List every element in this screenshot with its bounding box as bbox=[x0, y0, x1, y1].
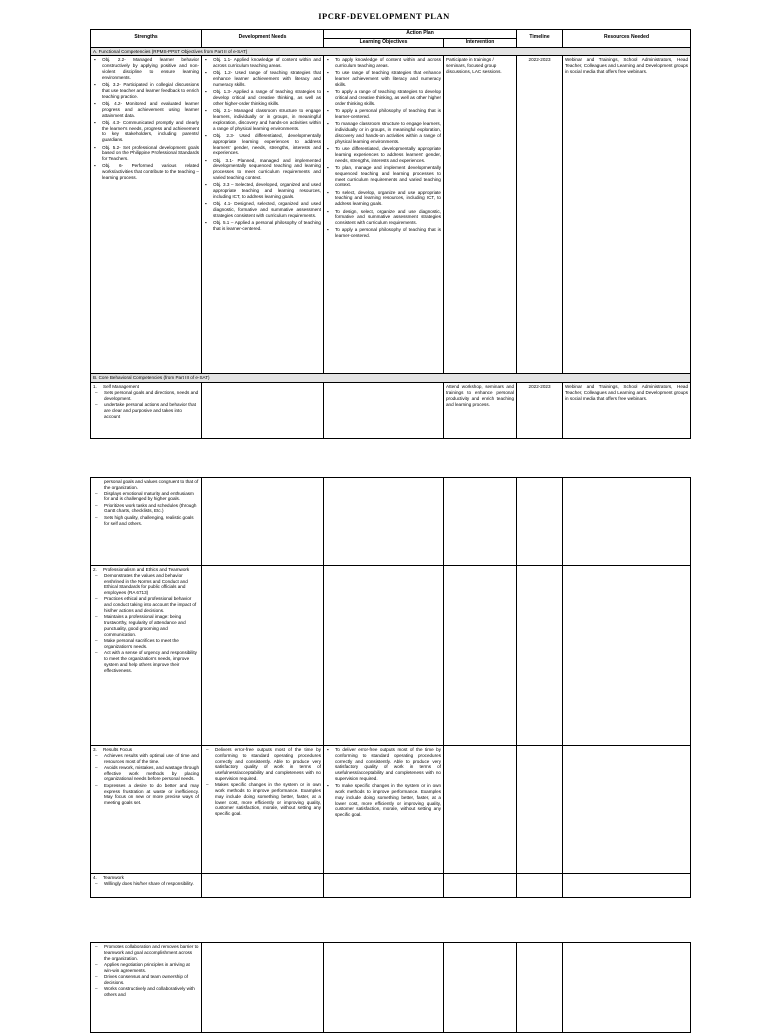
behavior-item: – Act with a sense of urgency and responsibility to meet the organization's needs, improve system and help others improve their effectiveness. bbox=[104, 650, 199, 673]
empty-cell bbox=[517, 566, 563, 746]
empty-cell bbox=[202, 478, 324, 566]
empty-cell bbox=[324, 478, 444, 566]
self-management-cell bbox=[91, 383, 202, 439]
empty-cell bbox=[202, 874, 324, 898]
behavior-item: – Willingly does his/her share of responsibility. bbox=[104, 881, 199, 887]
objective-item: ▪ To apply a range of teaching strategies to develop critical and creative thinking, as well as other higher order thinking skills. bbox=[335, 89, 441, 106]
professionalism-row bbox=[91, 566, 691, 746]
behavior-item: – Make personal sacrifices to meet the organization's needs. bbox=[104, 638, 199, 650]
teamwork-continued-row bbox=[91, 943, 691, 1033]
empty-cell bbox=[324, 383, 444, 439]
development-plan-table bbox=[90, 29, 691, 439]
objective-item: ▪ To apply a personal philosophy of teaching that is learner-centered. bbox=[335, 227, 441, 239]
empty-cell bbox=[563, 478, 691, 566]
behavior-item: – Sets personal goals and directions, needs and development. bbox=[104, 390, 199, 402]
need-item: ▪ Obj. 5.1 – Applied a personal philosophy of teaching that is learner-centered. bbox=[213, 220, 321, 232]
behavior-item: – Applies negotiation principles in arriving at win-win agreements. bbox=[104, 962, 199, 974]
empty-cell bbox=[202, 383, 324, 439]
development-needs-cell bbox=[202, 56, 324, 374]
results-needs-cell bbox=[202, 746, 324, 874]
empty-cell bbox=[563, 746, 691, 874]
behavior-item: – Expresses a desire to do better and may express frustration at waste or inefficiency. May focus on new or more precise ways of meeting goals set. bbox=[104, 783, 199, 806]
empty-cell bbox=[444, 943, 517, 1033]
objective-item: ▪ To use differentiated, developmentally appropriate learning experiences to address learners' gender, needs, strengths, interests and experiences. bbox=[335, 146, 441, 163]
need-item: – Makes specific changes in the system or in own work methods to improve performance. Examples may include doing something better, faster, at a lower cost, more efficiently or improving quality, customer satisfaction, morale, without setting any specific goal. bbox=[215, 782, 321, 817]
empty-cell bbox=[202, 943, 324, 1033]
empty-cell bbox=[563, 874, 691, 898]
empty-cell bbox=[324, 943, 444, 1033]
header-timeline: Timeline bbox=[517, 30, 563, 48]
empty-cell bbox=[517, 943, 563, 1033]
empty-cell bbox=[444, 566, 517, 746]
objective-item: ▪ To deliver error-free outputs most of the time by conforming to standard operating procedures correctly and consistently. Able to produce very satisfactory quality of work in terms of usefulness/acceptability and completeness with no supervision required. bbox=[335, 747, 441, 782]
header-row-1 bbox=[91, 30, 691, 39]
item-number: 3. bbox=[93, 747, 97, 752]
objective-item: ▪ To manage classroom structure to engage learners, individually or in groups, in meaningful exploration, discovery and hands-on activities within a range of physical learning environments. bbox=[335, 121, 441, 144]
behavior-item: – Sets high quality, challenging, realistic goals for self and others. bbox=[104, 515, 199, 527]
need-item: – Delivers error-free outputs most of the time by conforming to standard operating procedures correctly and consistently. Able to produce very satisfactory quality of work in terms of usefulness/acceptability and completeness with no supervision required. bbox=[215, 747, 321, 782]
section-a-title: A. Functional Competencies (RPMS-PPST Objectives from Part II of e-SAT) bbox=[91, 47, 691, 56]
need-item: ▪ Obj. 3.3 – Selected, developed, organized and used appropriate teaching and learning resources, including ICT, to address learning goals. bbox=[213, 182, 321, 199]
strength-item: ▪ Obj. 4.3- Communicated promptly and clearly the learner's needs, progress and achievement to key stakeholders, including parents/ guardians. bbox=[102, 120, 199, 143]
need-item: ▪ Obj. 2.1- Managed classroom structure to engage learners, individually or in groups, in meaningful exploration, discovery and hands-on activities within a range of physical learning environments. bbox=[213, 108, 321, 131]
empty-cell bbox=[517, 874, 563, 898]
section-b-title: B. Core Behavioral Competencies (from Part III of e-SAT) bbox=[91, 374, 691, 383]
empty-cell bbox=[324, 874, 444, 898]
header-strengths: Strengths bbox=[91, 30, 202, 48]
resources-cell: Webinar and Trainings, School Administrators, Head Teacher, Colleagues and Learning and Development groups in social media that offers free webinars. bbox=[563, 383, 691, 439]
section-b-content-row bbox=[91, 383, 691, 439]
empty-cell bbox=[563, 566, 691, 746]
empty-cell bbox=[202, 566, 324, 746]
need-item: ▪ Obj. 1.1- Applied knowledge of content within and across curriculum teaching areas. bbox=[213, 57, 321, 69]
objective-item: ▪ To use range of teaching strategies that enhance learner achievement with literacy and numeracy skills. bbox=[335, 70, 441, 87]
objective-item: ▪ To plan, manage and implement developmentally sequenced teaching and learning processes to meet curriculum requirements and varied teaching context. bbox=[335, 165, 441, 188]
document-title: IPCRF-DEVELOPMENT PLAN bbox=[318, 11, 450, 21]
strengths-cell bbox=[91, 56, 202, 374]
empty-cell bbox=[517, 478, 563, 566]
item-number: 1. bbox=[93, 384, 97, 390]
empty-cell bbox=[517, 746, 563, 874]
need-item: ▪ Obj. 4.1- Designed, selected, organized and used diagnostic, formative and summative assessment strategies consistent with curriculum requirements. bbox=[213, 201, 321, 218]
behavior-item: – Maintains a professional image: being trustworthy, regularity of attendance and punctuality, good grooming and communication. bbox=[104, 614, 199, 637]
behavior-item: – Prioritizes work tasks and schedules (through Gantt charts, checklists, Etc.) bbox=[104, 503, 199, 515]
self-management-cell bbox=[91, 478, 202, 566]
behavior-item: – Promotes collaboration and removes barrier to teamwork and goal accomplishment across the organization. bbox=[104, 944, 199, 961]
header-resources: Resources Needed bbox=[563, 30, 691, 48]
empty-cell bbox=[324, 566, 444, 746]
header-development-needs: Development Needs bbox=[202, 30, 324, 48]
header-action-plan: Action Plan bbox=[324, 30, 517, 39]
objective-item: ▪ To apply a personal philosophy of teaching that is learner-centered. bbox=[335, 108, 441, 120]
header-learning-objectives: Learning Objectives bbox=[324, 38, 444, 47]
development-plan-table-continued bbox=[90, 477, 691, 898]
strength-item: ▪ Obj. 5.2- Set professional development goals based on the Philippine Professional Standards for Teachers. bbox=[102, 145, 199, 162]
strength-item: ▪ Obj. 4.2- Monitored and evaluated learner progress and achievement using learner attainment data. bbox=[102, 101, 199, 118]
behavior-item: – Demonstrates the values and behavior enshrined in the Norms and Conduct and Ethical Standards for public officials and employees (RA 6713) bbox=[104, 573, 199, 596]
professionalism-cell bbox=[91, 566, 202, 746]
results-focus-row bbox=[91, 746, 691, 874]
competency-title: Professionalism and Ethics and Teamwork bbox=[103, 567, 190, 572]
behavior-item: – Avoids rework, mistakes, and wastage through effective work methods by placing organizational needs before personal needs. bbox=[104, 765, 199, 782]
empty-cell bbox=[444, 478, 517, 566]
need-item: ▪ Obj. 2.3- Used differentiated, developmentally appropriate learning experiences to address learners' gender, needs, strengths, interests and experiences. bbox=[213, 133, 321, 156]
results-focus-cell bbox=[91, 746, 202, 874]
development-plan-table-continued-2 bbox=[90, 942, 691, 1033]
results-objectives-cell bbox=[324, 746, 444, 874]
competency-title: Teamwork bbox=[103, 875, 124, 880]
need-item: ▪ Obj. 1.3- Applied a range of teaching strategies to develop critical and creative thinking, as well as other higher-order thinking skills. bbox=[213, 89, 321, 106]
continued-text: personal goals and values congruent to that of the organization. bbox=[104, 479, 199, 490]
timeline-cell: 2022-2023 bbox=[517, 383, 563, 439]
timeline-cell: 2022-2023 bbox=[517, 56, 563, 374]
item-number: 4. bbox=[93, 875, 97, 880]
resources-cell: Webinar and Trainings, School Administrators, Head Teacher, Colleagues and Learning and Development groups in social media that offers free webinars. bbox=[563, 56, 691, 374]
behavior-item: – Achieves results with optimal use of time and resources most of the time. bbox=[104, 753, 199, 765]
objective-item: ▪ To design, select, organize and use diagnostic, formative and summative assessment strategies consistent with curriculum requirements. bbox=[335, 209, 441, 226]
section-a-row bbox=[91, 47, 691, 56]
item-number: 2. bbox=[93, 567, 97, 572]
section-a-content-row bbox=[91, 56, 691, 374]
need-item: ▪ Obj. 1.2- Used range of teaching strategies that enhance learner achievement with literacy and numeracy skills. bbox=[213, 70, 321, 87]
competency-title: Results Focus bbox=[103, 747, 133, 752]
section-b-row bbox=[91, 374, 691, 383]
behavior-item: – Drives consensus and team ownership of decisions. bbox=[104, 974, 199, 986]
empty-cell bbox=[444, 746, 517, 874]
teamwork-row bbox=[91, 874, 691, 898]
teamwork-cell bbox=[91, 943, 202, 1033]
strength-item: ▪ Obj. 3.2- Participated in collegial discussions that use teacher and learner feedback to enrich teaching practice. bbox=[102, 82, 199, 99]
page-1-sheet bbox=[90, 29, 690, 439]
behavior-item: – Displays emotional maturity and enthusiasm for and is challenged by higher goals. bbox=[104, 491, 199, 503]
objective-item: ▪ To make specific changes in the system or in own work methods to improve performance. Examples may include doing something better, faster, at a lower cost, more efficiently or improving quality, customer satisfaction, morale, without setting any specific goal. bbox=[335, 783, 441, 818]
behavior-item: – Practices ethical and professional behavior and conduct taking into account the impact of his/her actions and decisions. bbox=[104, 596, 199, 613]
learning-objectives-cell bbox=[324, 56, 444, 374]
page-3-sheet bbox=[90, 942, 690, 1033]
intervention-cell: Participate in trainings / seminars, focused group discussions, LAC sessions. bbox=[444, 56, 517, 374]
behavior-item: – Works constructively and collaboratively with others and bbox=[104, 986, 199, 998]
self-management-continued-row bbox=[91, 478, 691, 566]
teamwork-cell bbox=[91, 874, 202, 898]
objective-item: ▪ To select, develop, organize and use appropriate teaching and learning resources, including ICT, to address learning goals. bbox=[335, 190, 441, 207]
empty-cell bbox=[444, 874, 517, 898]
page-2-sheet bbox=[90, 477, 690, 898]
intervention-cell: Attend workshop, seminars and trainings to enhance personal productivity and enrich teaching and learning process. bbox=[444, 383, 517, 439]
header-intervention: Intervention bbox=[444, 38, 517, 47]
need-item: ▪ Obj. 3.1- Planned, managed and implemented developmentally sequenced teaching and learning processes to meet curriculum requirements and varied teaching context. bbox=[213, 158, 321, 181]
behavior-item: – undertake personal actions and behavior that are clear and purposive and takes into account bbox=[104, 402, 199, 419]
competency-title: Self Management bbox=[103, 384, 140, 390]
empty-cell bbox=[563, 943, 691, 1033]
strength-item: ▪ Obj. 2.2- Managed learner behavior constructively by applying positive and non-violent discipline to ensure learning environments. bbox=[102, 57, 199, 80]
objective-item: ▪ To apply knowledge of content within and across curriculum teaching areas. bbox=[335, 57, 441, 69]
strength-item: ▪ Obj. 6- Performed various related works/activities that contribute to the teaching – learning process. bbox=[102, 163, 199, 180]
